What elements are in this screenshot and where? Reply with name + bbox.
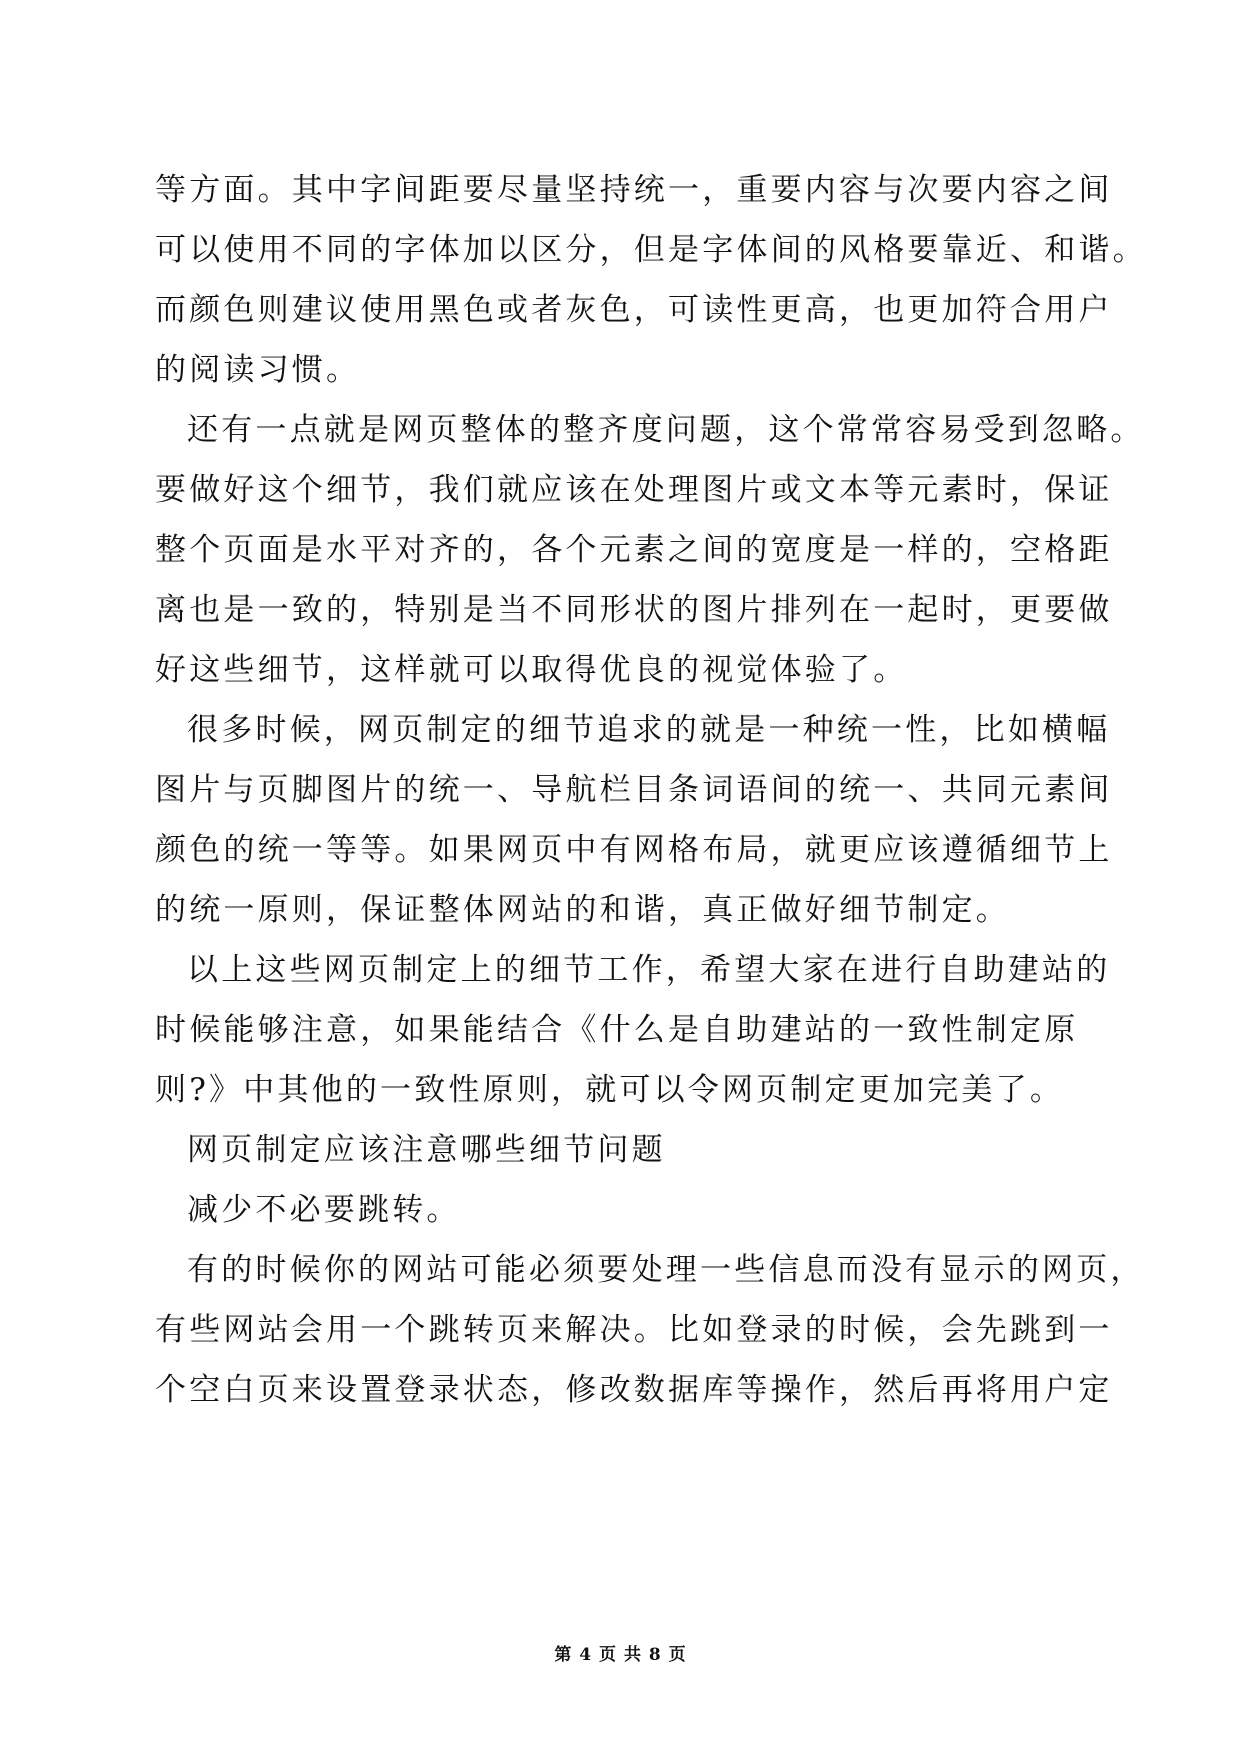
text-line: 图片与页脚图片的统一、导航栏目条词语间的统一、共同元素间: [155, 772, 1113, 808]
text-line: 的阅读习惯。: [155, 352, 361, 388]
text-line: 时候能够注意，如果能结合《什么是自助建站的一致性制定原: [155, 1012, 1079, 1048]
paragraph-first-line: 很多时候，网页制定的细节追求的就是一种统一性，比如横幅: [187, 712, 1111, 748]
section-heading: 网页制定应该注意哪些细节问题: [187, 1132, 666, 1168]
text-line: 的统一原则，保证整体网站的和谐，真正做好细节制定。: [155, 892, 1010, 928]
text-line: 可以使用不同的字体加以区分，但是字体间的风格要靠近、和谐。: [155, 232, 1147, 268]
text-line: 好这些细节，这样就可以取得优良的视觉体验了。: [155, 652, 908, 688]
text-line: 等方面。其中字间距要尽量坚持统一，重要内容与次要内容之间: [155, 172, 1113, 208]
paragraph-first-line: 以上这些网页制定上的细节工作，希望大家在进行自助建站的: [187, 952, 1111, 988]
text-line: 则?》中其他的一致性原则，就可以令网页制定更加完美了。: [155, 1072, 1065, 1108]
paragraph-first-line: 还有一点就是网页整体的整齐度问题，这个常常容易受到忽略。: [187, 412, 1145, 448]
paragraph-first-line: 有的时候你的网站可能必须要处理一些信息而没有显示的网页，: [187, 1252, 1145, 1288]
page-number-footer: 第 4 页 共 8 页: [554, 1645, 687, 1665]
text-line: 有些网站会用一个跳转页来解决。比如登录的时候，会先跳到一: [155, 1312, 1113, 1348]
text-line: 个空白页来设置登录状态，修改数据库等操作，然后再将用户定: [155, 1372, 1113, 1408]
text-line: 离也是一致的，特别是当不同形状的图片排列在一起时，更要做: [155, 592, 1113, 628]
text-line: 整个页面是水平对齐的，各个元素之间的宽度是一样的，空格距: [155, 532, 1113, 568]
text-line: 要做好这个细节，我们就应该在处理图片或文本等元素时，保证: [155, 472, 1113, 508]
subheading: 减少不必要跳转。: [187, 1192, 461, 1228]
text-line: 而颜色则建议使用黑色或者灰色，可读性更高，也更加符合用户: [155, 292, 1113, 328]
text-line: 颜色的统一等等。如果网页中有网格布局，就更应该遵循细节上: [155, 832, 1113, 868]
